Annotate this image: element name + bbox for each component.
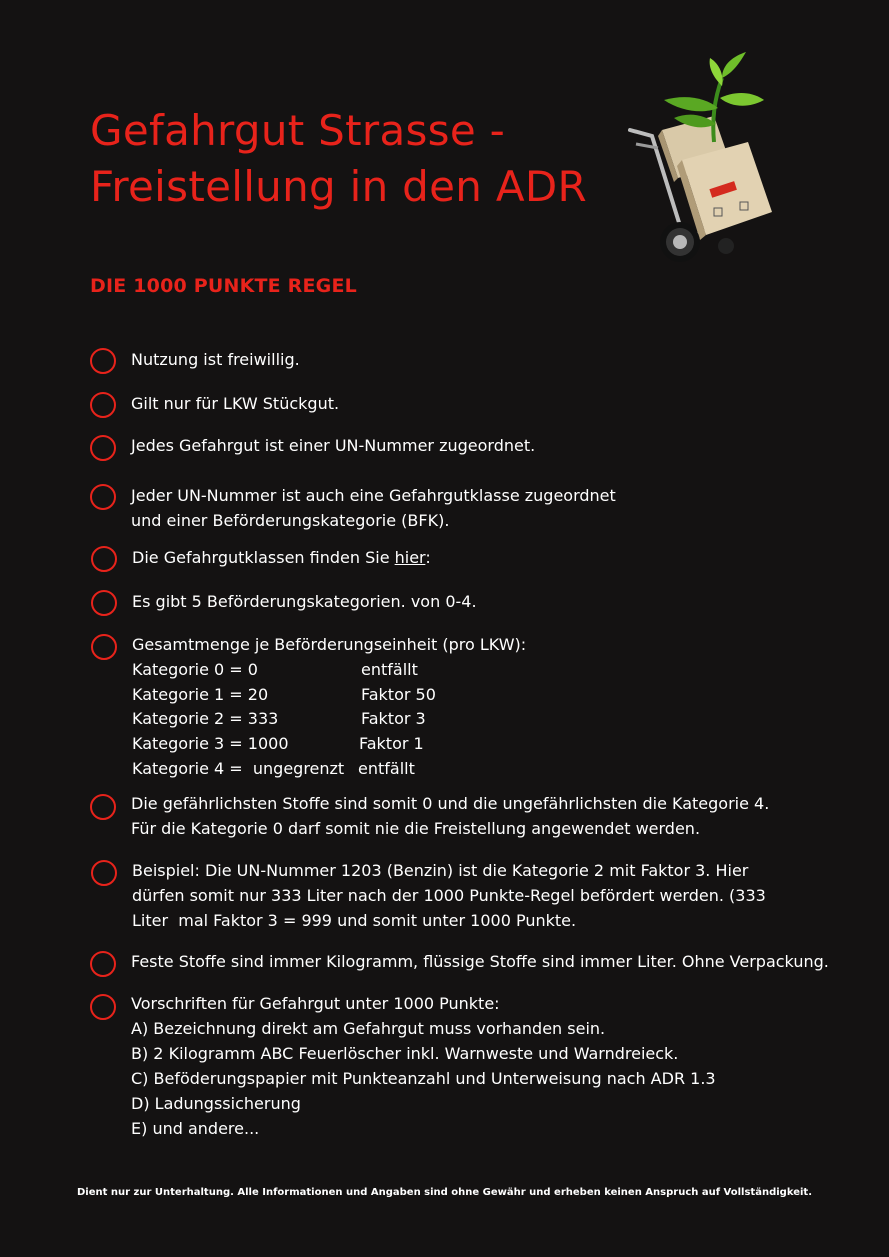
page-title bbox=[90, 103, 630, 215]
item-line: Liter mal Faktor 3 = 999 und somit unter 1000 Punkte. bbox=[132, 911, 577, 930]
item-text: Jedes Gefahrgut ist einer UN-Nummer zugeordnet. bbox=[131, 436, 536, 455]
item-line: C) Beföderungspapier mit Punkteanzahl und Unterweisung nach ADR 1.3 bbox=[131, 1069, 716, 1088]
factor-cell: Faktor 50 bbox=[361, 685, 436, 704]
category-cell: Kategorie 3 = 1000 bbox=[132, 734, 289, 753]
item-text bbox=[131, 483, 616, 533]
title-line-1: Gefahrgut Strasse - bbox=[90, 106, 506, 155]
category-cell: Kategorie 2 = 333 bbox=[132, 709, 279, 728]
bullet-circle-icon bbox=[90, 484, 116, 510]
bullet-circle-icon bbox=[90, 794, 116, 820]
item-line: Die gefährlichsten Stoffe sind somit 0 und die ungefährlichsten die Kategorie 4. bbox=[131, 794, 770, 813]
bullet-circle-icon bbox=[90, 994, 116, 1020]
item-line: und einer Beförderungskategorie (BFK). bbox=[131, 511, 450, 530]
item-text bbox=[132, 545, 431, 570]
factor-cell: Faktor 1 bbox=[359, 734, 424, 753]
item-line: Vorschriften für Gefahrgut unter 1000 Punkte: bbox=[131, 994, 500, 1013]
item-line: A) Bezeichnung direkt am Gefahrgut muss vorhanden sein. bbox=[131, 1019, 606, 1038]
bullet-circle-icon bbox=[90, 435, 116, 461]
item-suffix: : bbox=[425, 548, 431, 567]
section-heading: DIE 1000 PUNKTE REGEL bbox=[90, 275, 357, 297]
item-line: Beispiel: Die UN-Nummer 1203 (Benzin) ist die Kategorie 2 mit Faktor 3. Hier bbox=[132, 861, 749, 880]
item-intro: Gesamtmenge je Beförderungseinheit (pro LKW): bbox=[132, 635, 527, 654]
bullet-circle-icon bbox=[90, 951, 116, 977]
item-line: Für die Kategorie 0 darf somit nie die Freistellung angewendet werden. bbox=[131, 819, 701, 838]
category-cell: Kategorie 0 = 0 bbox=[132, 660, 258, 679]
bullet-circle-icon bbox=[91, 546, 117, 572]
factor-cell: Faktor 3 bbox=[361, 709, 426, 728]
bullet-circle-icon bbox=[91, 590, 117, 616]
item-line: D) Ladungssicherung bbox=[131, 1094, 301, 1113]
factor-cell: entfällt bbox=[358, 759, 415, 778]
bullet-circle-icon bbox=[90, 392, 116, 418]
category-cell: Kategorie 1 = 20 bbox=[132, 685, 269, 704]
item-text: Nutzung ist freiwillig. bbox=[131, 350, 300, 369]
item-line: Jeder UN-Nummer ist auch eine Gefahrgutklasse zugeordnet bbox=[131, 486, 616, 505]
item-text bbox=[132, 858, 766, 933]
category-cell: Kategorie 4 = ungegrenzt bbox=[132, 759, 345, 778]
hand-truck-with-box-and-plant-icon bbox=[622, 50, 782, 272]
bullet-circle-icon bbox=[91, 860, 117, 886]
item-line: B) 2 Kilogramm ABC Feuerlöscher inkl. Warnweste und Warndreieck. bbox=[131, 1044, 679, 1063]
factor-cell: entfällt bbox=[361, 660, 418, 679]
disclaimer-footer: Dient nur zur Unterhaltung. Alle Informationen und Angaben sind ohne Gewähr und erheben keinen Anspruch auf Vollständigkeit. bbox=[77, 1187, 812, 1198]
gefahrgutklassen-link[interactable]: hier bbox=[394, 548, 426, 567]
item-text bbox=[131, 991, 716, 1141]
item-text: Gilt nur für LKW Stückgut. bbox=[131, 394, 340, 413]
bullet-circle-icon bbox=[90, 348, 116, 374]
bullet-circle-icon bbox=[91, 634, 117, 660]
item-line: dürfen somit nur 333 Liter nach der 1000 Punkte-Regel befördert werden. (333 bbox=[132, 886, 766, 905]
item-prefix: Die Gefahrgutklassen finden Sie bbox=[132, 548, 395, 567]
item-text: Es gibt 5 Beförderungskategorien. von 0-4. bbox=[132, 592, 477, 611]
item-text bbox=[131, 791, 769, 841]
item-text: Feste Stoffe sind immer Kilogramm, flüssige Stoffe sind immer Liter. Ohne Verpackung. bbox=[131, 952, 829, 971]
title-line-2: Freistellung in den ADR bbox=[90, 162, 587, 211]
item-line: E) und andere... bbox=[131, 1119, 260, 1138]
